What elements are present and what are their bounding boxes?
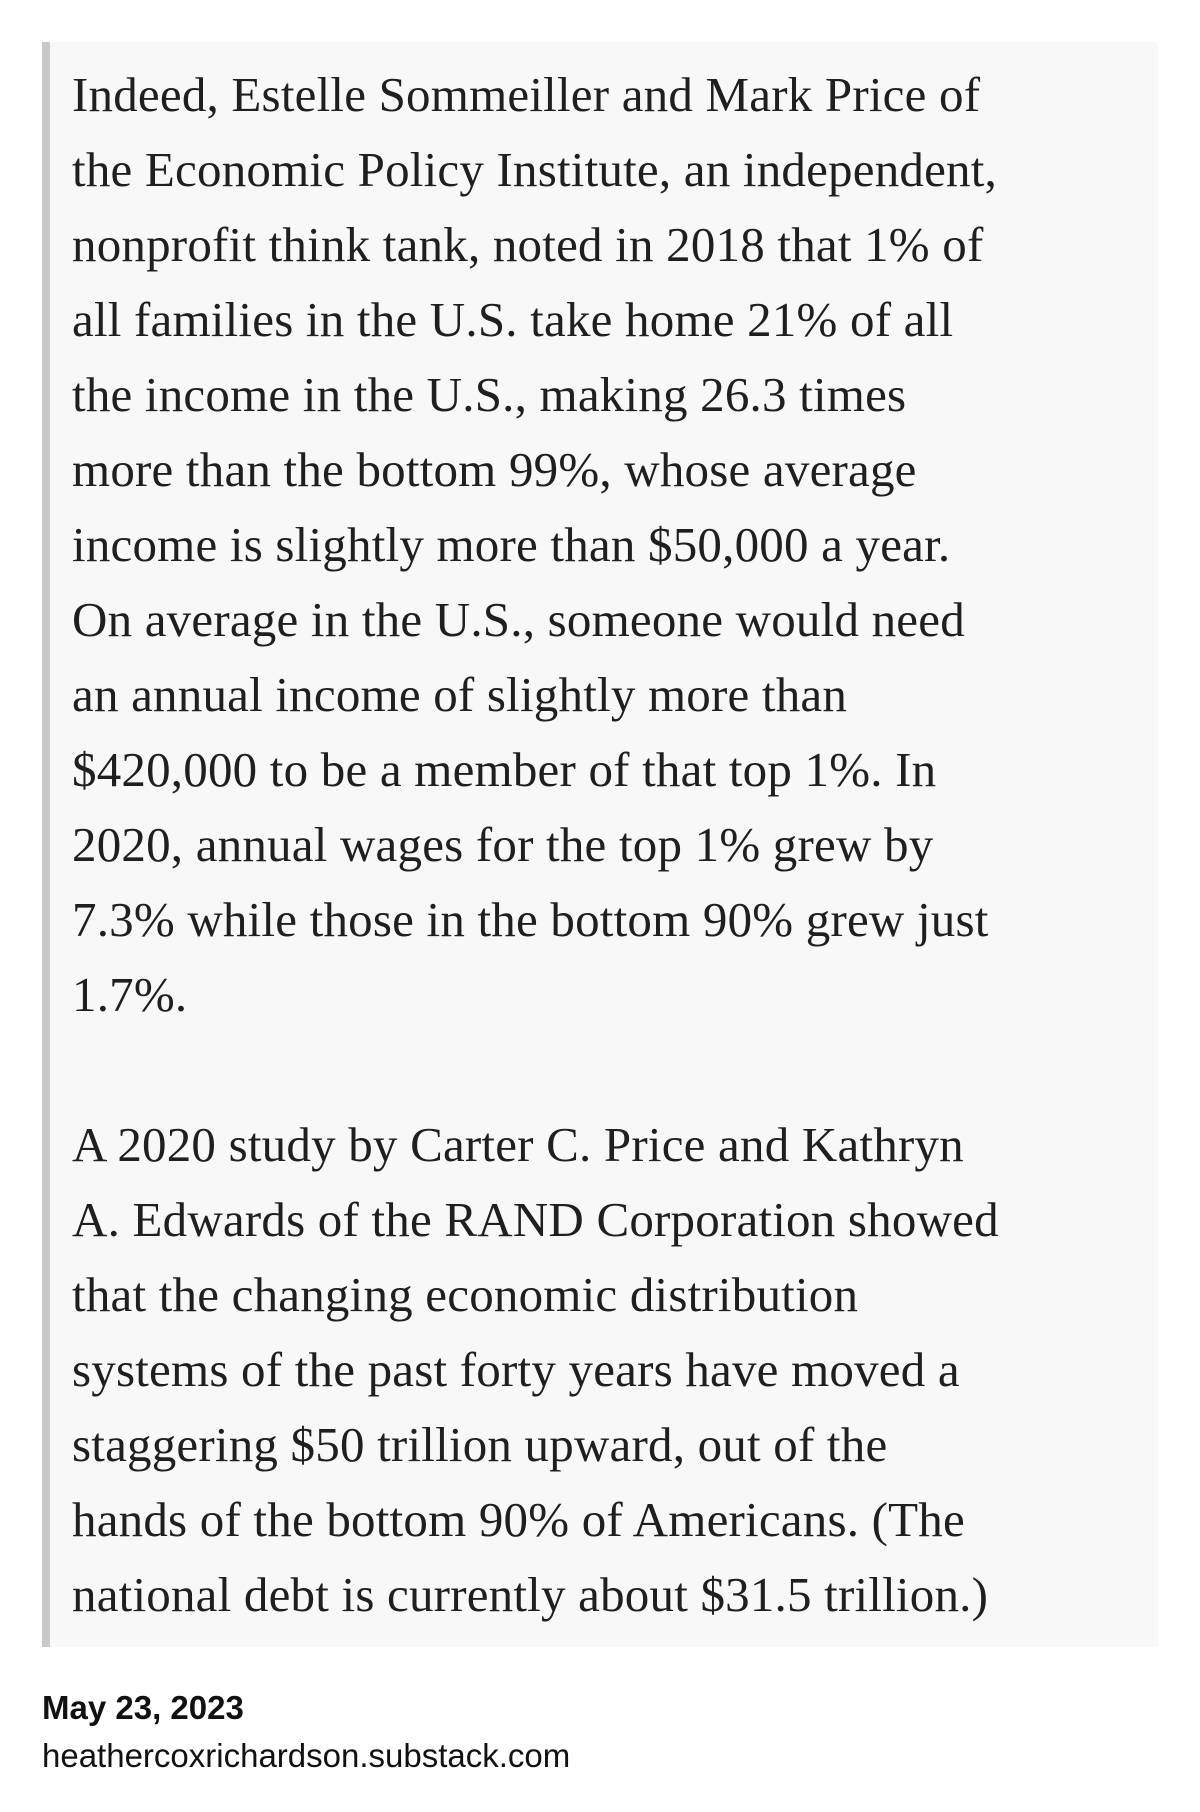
post-date: May 23, 2023 xyxy=(42,1689,244,1726)
text-line: Indeed, Estelle Sommeiller and Mark Price of xyxy=(72,67,981,122)
text-line: the income in the U.S., making 26.3 times xyxy=(72,367,907,422)
text-line: nonprofit think tank, noted in 2018 that 1% of xyxy=(72,217,984,272)
text-line: that the changing economic distribution xyxy=(72,1267,859,1322)
paragraph-income-inequality xyxy=(72,57,1158,1032)
text-line: hands of the bottom 90% of Americans. (The xyxy=(72,1492,965,1547)
blockquote-card xyxy=(42,42,1158,1647)
text-line: A 2020 study by Carter C. Price and Kathryn xyxy=(72,1117,964,1172)
text-line: $420,000 to be a member of that top 1%. In xyxy=(72,742,937,797)
blockquote-bar xyxy=(42,42,50,1647)
text-line: national debt is currently about $31.5 trillion.) xyxy=(72,1567,989,1622)
text-line: 7.3% while those in the bottom 90% grew just xyxy=(72,892,989,947)
text-line: all families in the U.S. take home 21% of all xyxy=(72,292,954,347)
text-line: A. Edwards of the RAND Corporation showed xyxy=(72,1192,999,1247)
text-line: income is slightly more than $50,000 a year. xyxy=(72,517,951,572)
text-line: 1.7%. xyxy=(72,967,188,1022)
text-line: staggering $50 trillion upward, out of the xyxy=(72,1417,888,1472)
text-line: systems of the past forty years have moved a xyxy=(72,1342,960,1397)
text-line: an annual income of slightly more than xyxy=(72,667,848,722)
blockquote-body xyxy=(72,57,1158,1632)
post-meta xyxy=(42,1686,570,1782)
text-line: 2020, annual wages for the top 1% grew by xyxy=(72,817,934,872)
text-line: the Economic Policy Institute, an independent, xyxy=(72,142,998,197)
paragraph-rand-study xyxy=(72,1107,1158,1632)
paragraph-spacer xyxy=(72,1032,1158,1107)
text-line: On average in the U.S., someone would need xyxy=(72,592,965,647)
source-domain: heathercoxrichardson.substack.com xyxy=(42,1737,571,1774)
text-line: more than the bottom 99%, whose average xyxy=(72,442,917,497)
